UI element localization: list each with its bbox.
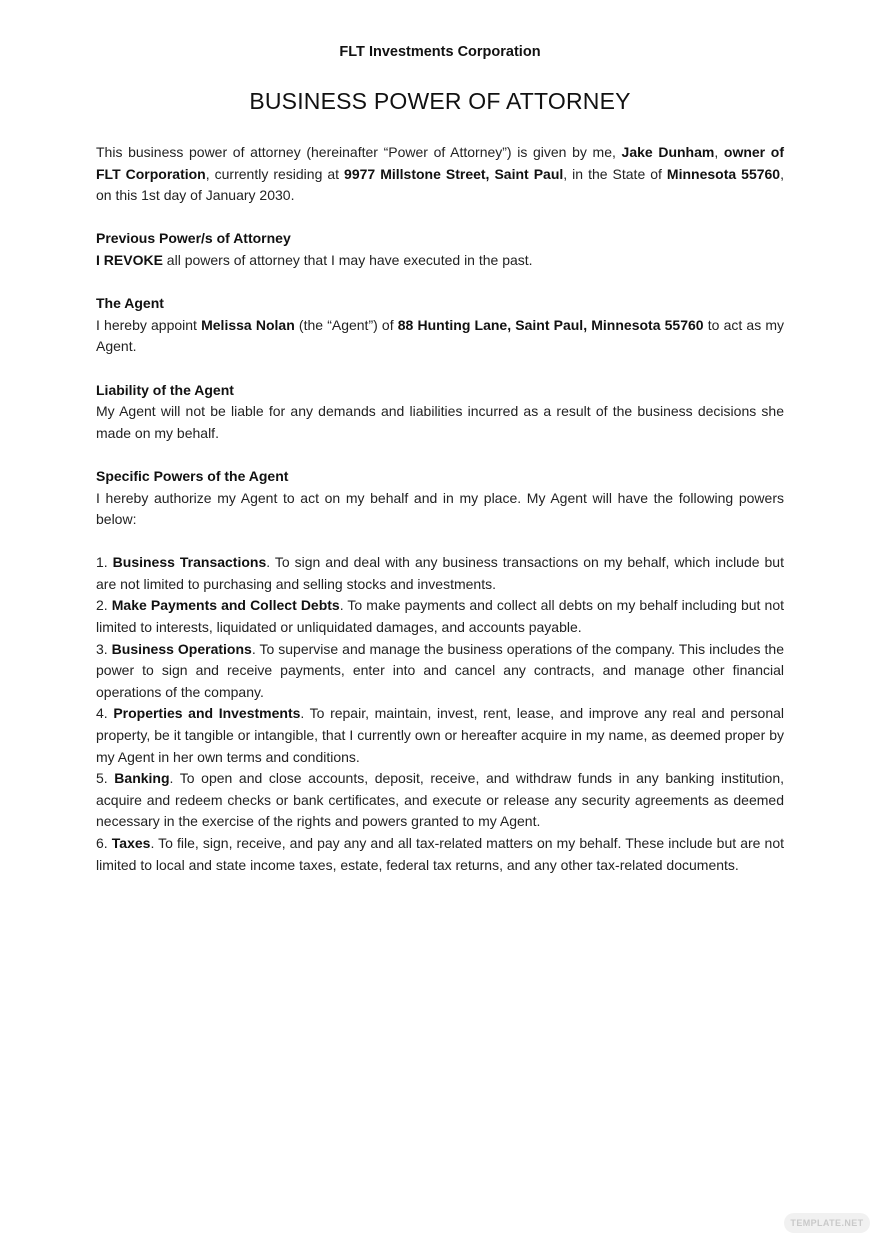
power-item (96, 703, 784, 768)
specific-powers-heading: Specific Powers of the Agent (96, 467, 289, 484)
previous-powers-paragraph (96, 250, 784, 272)
power-number: 5. (96, 770, 115, 787)
intro-paragraph (96, 142, 784, 207)
principal-address: 9977 Millstone Street, Saint Paul (344, 165, 564, 182)
agent-text: I hereby appoint (96, 316, 202, 333)
power-text: . To file, sign, receive, and pay any and all tax-related matters on my behalf. These include but are not limited to local and state income taxes, estate, federal tax returns, and any other tax-related documents. (96, 835, 784, 873)
power-name: Taxes (111, 835, 151, 851)
agent-address: 88 Hunting Lane, Saint Paul, Minnesota 55760 (397, 316, 704, 333)
power-text: . To supervise and manage the business operations of the company. This includes the power to sign and receive payments, enter into and cancel any contracts, and manage other financial operations of the company. (96, 640, 784, 700)
document-title: BUSINESS POWER OF ATTORNEY (249, 88, 631, 114)
power-name: Business Operations (111, 640, 252, 657)
power-text: . To repair, maintain, invest, rent, lease, and improve any real and personal property, be it tangible or intangible, that I currently own or hereafter acquire in my name, as deemed proper by my Agent in her own terms and conditions. (96, 705, 784, 765)
power-number: 2. (96, 597, 112, 614)
principal-name: Jake Dunham (621, 144, 715, 160)
power-number: 1. (96, 554, 113, 571)
agent-text: to act as my Agent. (96, 316, 785, 355)
intro-text: , currently residing at (205, 165, 345, 182)
power-item (96, 768, 784, 833)
agent-name: Melissa Nolan (201, 316, 295, 333)
power-item (96, 595, 784, 638)
agent-text: (the “Agent”) of (294, 316, 398, 333)
power-item (96, 639, 784, 704)
intro-text: , on this 1st day of January 2030. (96, 165, 784, 204)
document-body (96, 142, 784, 876)
liability-paragraph: My Agent will not be liable for any demands and liabilities incurred as a result of the business decisions she made on my behalf. (96, 403, 784, 441)
power-name: Banking (114, 770, 170, 787)
agent-paragraph (96, 315, 784, 358)
principal-role: owner of FLT Corporation (96, 144, 784, 182)
power-text: . To make payments and collect all debts on my behalf including but not limited to interests, liquidated or unliquidated damages, and accounts payable. (96, 597, 784, 636)
intro-text: , in the State of (563, 165, 667, 182)
power-name: Properties and Investments (113, 705, 301, 722)
specific-powers-paragraph: I hereby authorize my Agent to act on my behalf and in my place. My Agent will have the following powers below: (96, 489, 784, 528)
agent-heading: The Agent (96, 295, 164, 312)
power-name: Business Transactions (112, 554, 267, 571)
revoke-text: I REVOKE (96, 251, 163, 268)
principal-state: Minnesota 55760 (666, 165, 781, 182)
power-item (96, 833, 784, 876)
power-text: . To open and close accounts, deposit, receive, and withdraw funds in any banking institution, acquire and redeem checks or bank certificates, and execute or release any security agreements as deemed necessary in the exercise of the rights and powers granted to my Agent. (96, 770, 784, 830)
power-name: Make Payments and Collect Debts (111, 597, 340, 614)
intro-text: , (714, 144, 724, 160)
power-number: 4. (96, 705, 114, 722)
power-item (96, 552, 784, 595)
template-watermark: TEMPLATE.NET (784, 1213, 870, 1233)
intro-text: This business power of attorney (hereinafter “Power of Attorney”) is given by me, (96, 144, 622, 160)
power-text: . To sign and deal with any business transactions on my behalf, which include but are not limited to purchasing and selling stocks and investments. (96, 554, 784, 592)
power-number: 6. (96, 835, 112, 851)
company-name: FLT Investments Corporation (339, 44, 541, 60)
liability-heading: Liability of the Agent (96, 381, 234, 398)
previous-powers-heading: Previous Power/s of Attorney (96, 230, 291, 247)
previous-powers-text: all powers of attorney that I may have executed in the past. (162, 251, 533, 268)
power-number: 3. (96, 640, 112, 657)
